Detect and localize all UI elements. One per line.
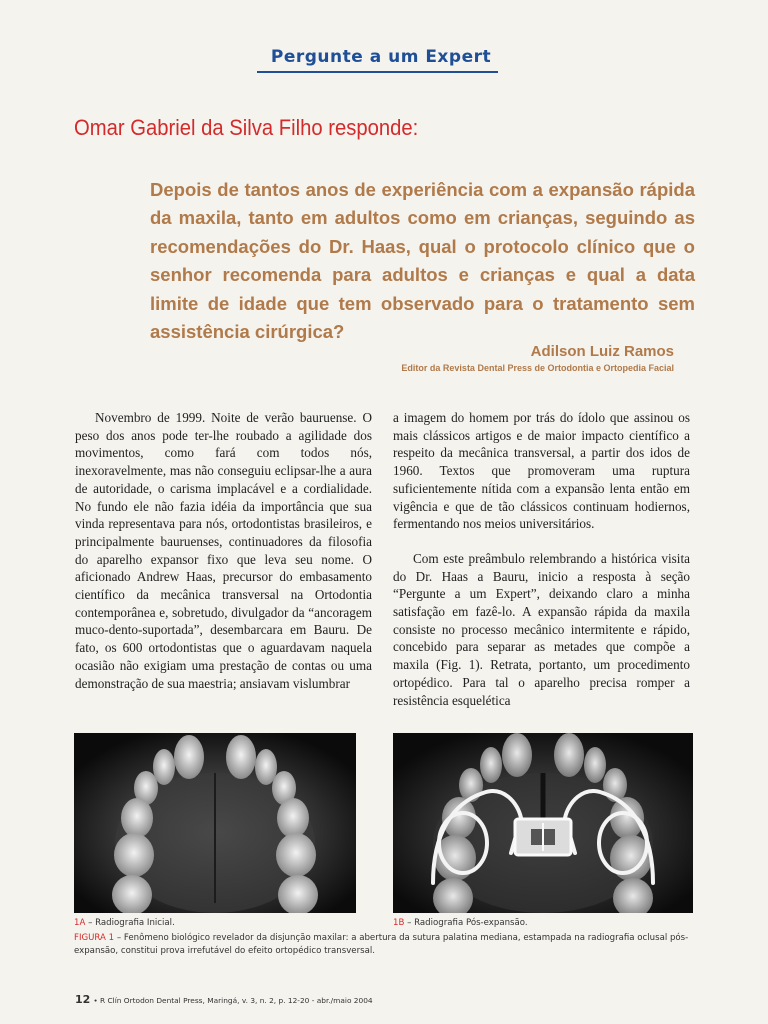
figure-1b-caption — [393, 918, 528, 928]
xray-image-post-expansion — [393, 733, 693, 913]
question-text: Depois de tantos anos de experiência com a expansão rápida da maxila, tanto em adultos como em crianças, seguindo as recomendações do Dr. Haas, qual o protocolo clínico que o senhor recomenda para adultos e crianças e qual a data limite de idade que tem observado para o tratamento sem assistência cirúrgica? — [150, 179, 695, 343]
body-paragraph: Novembro de 1999. Noite de verão bauruense. O peso dos anos pode ter-lhe roubado a agilidade dos movimentos, como fará com todos nós, inexoravelmente, mas não conseguiu eclipsar-lhe a aura de autoridade, o carisma implacável e a cordialidade. No fundo ele não fazia idéia da importância que sua vinda representava para nós, ortodontistas brasileiros, e principalmente bauruenses, continuadores da filosofia do aparelho expansor fixo que leva seu nome. O aficionado Andrew Haas, precursor do embasamento científico da mecânica transversal na Ortodontia contemporânea e, sobretudo, divulgador da “ancoragem muco-dento-suportada”, desembarcara em Bauru. De fato, os 600 ortodontistas que o aguardavam naquela ocasião não exigiam uma prestação de contas ou uma demonstração de sua maestria; ansiavam vislumbrar — [75, 410, 372, 691]
figure-1a-id: 1A — [74, 918, 86, 928]
author-role: Editor da Revista Dental Press de Ortodontia e Ortopedia Facial — [401, 363, 674, 373]
xray-image-initial — [74, 733, 356, 913]
body-column-right — [393, 409, 690, 709]
journal-citation: • R Clín Ortodon Dental Press, Maringá, v. 3, n. 2, p. 12-20 - abr./maio 2004 — [93, 996, 373, 1005]
body-paragraph: Com este preâmbulo relembrando a histórica visita do Dr. Haas a Bauru, inicio a resposta à seção “Pergunte a um Expert”, deixando claro a minha satisfação em fazê-lo. A expansão rápida da maxila consiste no processo mecânico intermitente e rápido, concebido para separar as metades que compõe a maxila (Fig. 1). Retrata, portanto, um procedimento ortopédico. Para tal o aparelho precisa romper a resistência esquelética — [393, 550, 690, 708]
body-paragraph: a imagem do homem por trás do ídolo que assinou os mais clássicos artigos e de maior impacto científico a respeito da mecânica transversal, a partir dos idos de 1960. Textos que promoveram uma ruptura suficientemente nítida com a expansão lenta então em vigência e que de tão clássicos continuam hodiernos, fermentando nos meios universitários. — [393, 410, 690, 532]
figure-1a-text: – Radiografia Inicial. — [85, 918, 175, 928]
figure-1b-text: – Radiografia Pós-expansão. — [404, 918, 528, 928]
responder-heading: Omar Gabriel da Silva Filho responde: — [74, 115, 419, 140]
author-name: Adilson Luiz Ramos — [530, 343, 674, 360]
section-title: Pergunte a um Expert — [270, 47, 492, 67]
figure-1b-id: 1B — [393, 918, 405, 928]
section-title-underline — [257, 71, 498, 73]
page-footer — [75, 993, 373, 1006]
figure-1-caption — [74, 932, 694, 957]
figure-1-text: – Fenômeno biológico revelador da disjunção maxilar: a abertura da sutura palatina mediana, estampada na radiografia oclusal pós-expansão, constitui prova irrefutável do efeito ortopédico transversal. — [74, 933, 689, 956]
body-column-left — [75, 409, 372, 692]
figure-1-label: FIGURA 1 — [74, 933, 115, 943]
figure-1a-caption — [74, 918, 175, 928]
page-number: 12 — [75, 993, 91, 1006]
